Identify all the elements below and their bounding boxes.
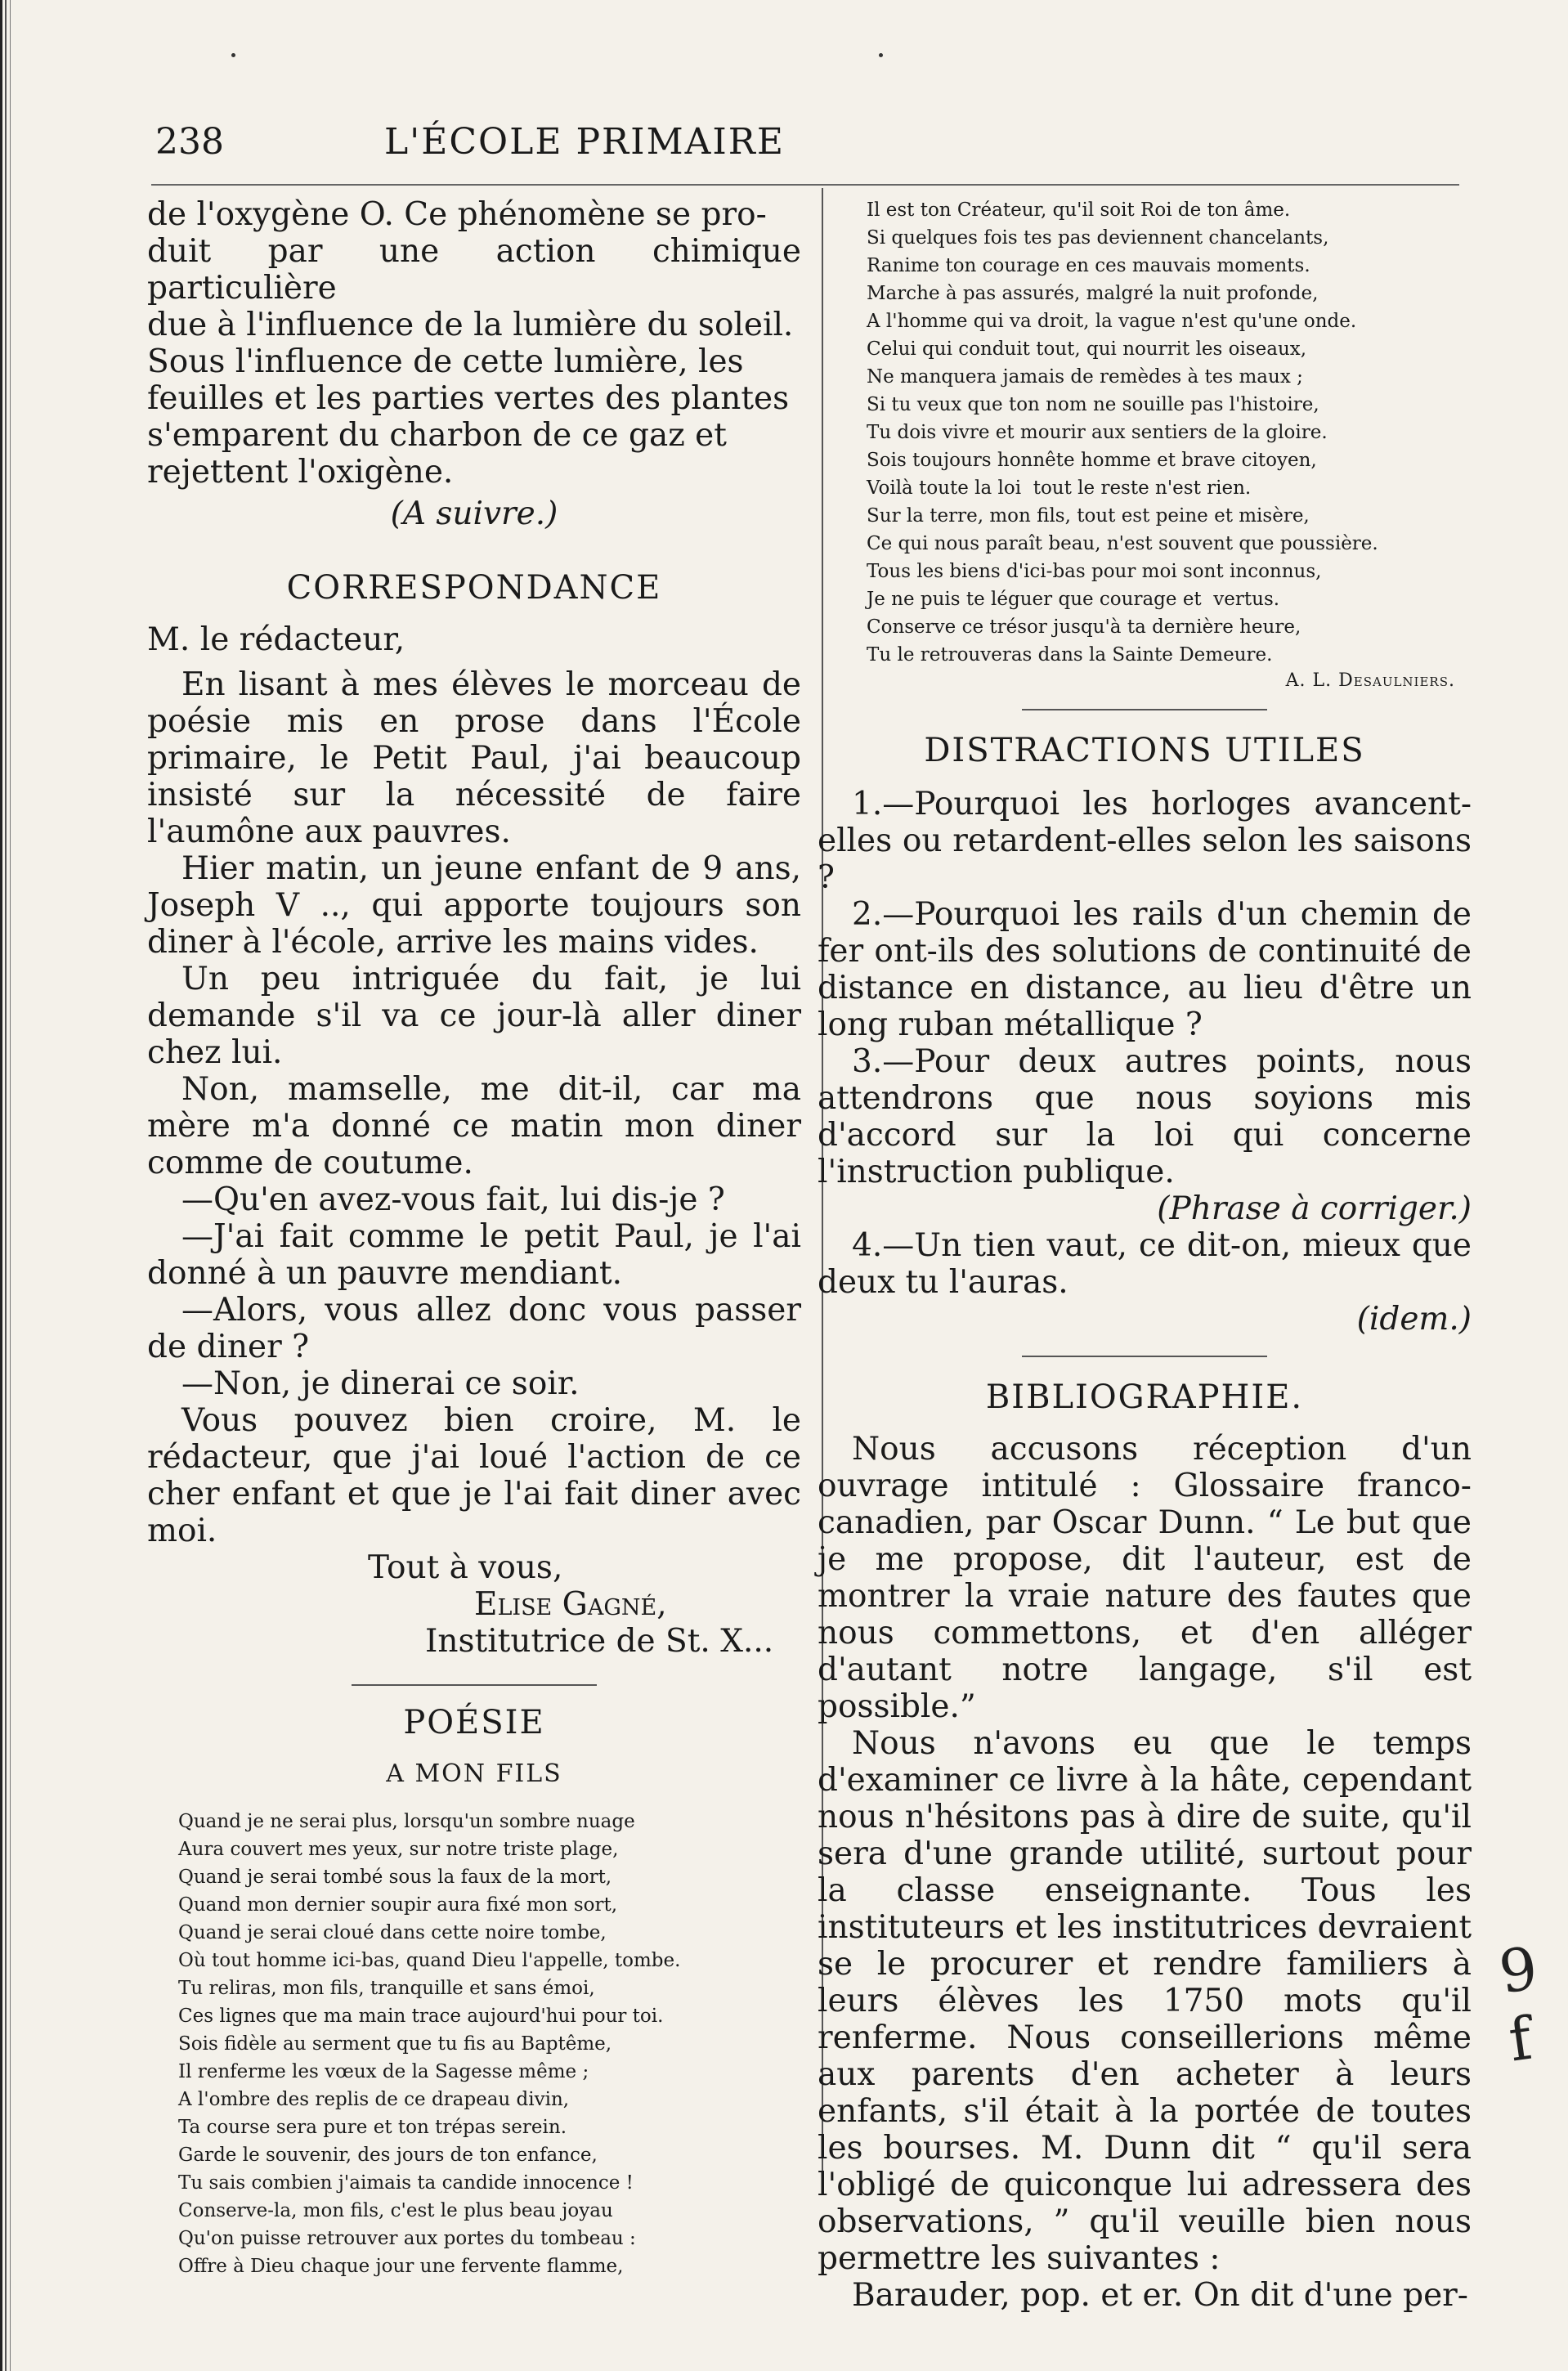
poem-line: Tu dois vivre et mourir aux sentiers de la gloire. <box>867 422 1328 443</box>
text-line: feuilles et les parties vertes des plantes <box>147 380 790 417</box>
dot-mark <box>231 53 235 57</box>
poem-line: Si tu veux que ton nom ne souille pas l'histoire, <box>867 394 1319 415</box>
letter-paragraph: —Qu'en avez-vous fait, lui dis-je ? <box>181 1181 725 1218</box>
poem-line: Celui qui conduit tout, qui nourrit les oiseaux, <box>867 338 1307 360</box>
text-line: rejettent l'oxigène. <box>147 454 454 491</box>
poem-line: A l'ombre des replis de ce drapeau divin, <box>178 2089 570 2110</box>
poem-line: Garde le souvenir, des jours de ton enfance, <box>178 2145 598 2166</box>
poem-line: Ce qui nous paraît beau, n'est souvent que poussière. <box>867 533 1378 554</box>
poem-line: Ta course sera pure et ton trépas serein. <box>178 2117 567 2138</box>
bibliographie-text <box>818 1431 1472 2314</box>
section-rule <box>1022 1356 1267 1357</box>
letter-paragraph: Un peu intriguée du fait, je lui demande s'il va ce jour-là aller diner chez lui. <box>147 961 801 1071</box>
poem-line: Marche à pas assurés, malgré la nuit profonde, <box>867 283 1319 304</box>
poem-title: A MON FILS <box>386 1759 562 1788</box>
poem-line: Offre à Dieu chaque jour une fervente flamme, <box>178 2256 624 2277</box>
text-line: s'emparent du charbon de ce gaz et <box>147 417 727 454</box>
scanned-page-edge <box>0 0 15 2371</box>
running-title: L'ÉCOLE PRIMAIRE <box>383 121 786 163</box>
poem-line: Tu le retrouveras dans la Sainte Demeure. <box>867 644 1273 666</box>
left-column <box>147 196 801 2280</box>
poem-continued <box>867 196 1472 669</box>
closing: Tout à vous, <box>368 1549 563 1586</box>
poem-line: Où tout homme ici-bas, quand Dieu l'appelle, tombe. <box>178 1950 681 1971</box>
poem-line: Sois fidèle au serment que tu fis au Baptême, <box>178 2033 612 2055</box>
signature-name: Elise Gagné, <box>474 1586 667 1623</box>
distractions-list <box>818 786 1472 1338</box>
poem-author: A. L. Desaulniers. <box>1285 670 1455 691</box>
letter-paragraph: En lisant à mes élèves le morceau de poésie mis en prose dans l'École primaire, le Petit Paul, j'ai beaucoup insisté sur la nécessité de faire l'aumône aux pauvres. <box>147 666 801 850</box>
poem-line: Ces lignes que ma main trace aujourd'hui pour toi. <box>178 2006 664 2027</box>
note: (idem.) <box>1356 1301 1472 1338</box>
intro-paragraph <box>147 196 801 491</box>
salutation: M. le rédacteur, <box>147 621 405 658</box>
poem-line: Quand mon dernier soupir aura fixé mon sort, <box>178 1894 618 1916</box>
bibliographie-heading: BIBLIOGRAPHIE. <box>985 1378 1304 1416</box>
poem-line: Aura couvert mes yeux, sur notre triste plage, <box>178 1839 619 1860</box>
poem-line: Qu'on puisse retrouver aux portes du tombeau : <box>178 2228 636 2249</box>
poem-line: Il est ton Créateur, qu'il soit Roi de ton âme. <box>867 199 1291 221</box>
poem-line: Il renferme les vœux de la Sagesse même ; <box>178 2061 589 2082</box>
poem-line: Quand je serai cloué dans cette noire tombe, <box>178 1922 607 1943</box>
poem-line: Sois toujours honnête homme et brave citoyen, <box>867 450 1317 471</box>
letter-paragraph: Non, mamselle, me dit-il, car ma mère m'a donné ce matin mon diner comme de coutume. <box>147 1071 801 1181</box>
handwritten-margin-mark: 9 f <box>1494 1933 1542 2075</box>
letter-paragraph: —Alors, vous allez donc vous passer de diner ? <box>147 1292 801 1365</box>
text-line: duit par une action chimique particulière <box>147 233 801 307</box>
text-line: de l'oxygène O. Ce phénomène se pro- <box>147 196 767 233</box>
poem-line: Tu sais combien j'aimais ta candide innocence ! <box>178 2172 634 2194</box>
text-paragraph: Barauder, pop. et er. On dit d'une per- <box>852 2277 1468 2314</box>
text-paragraph: Nous n'avons eu que le temps d'examiner ce livre à la hâte, cependant nous n'hésitons pas à dire de suite, qu'il sera d'une grande utilité, surtout pour la classe enseignante. Tous les instituteurs et les institutrices devraient se le procurer et rendre familiers à leurs élèves les 1750 mots qu'il renferme. Nous conseillerions même aux parents d'en acheter à leurs enfants, s'il était à la portée de toutes les bourses. M. Dunn dit “ qu'il sera l'obligé de quiconque lui adressera des observations, ” qu'il veuille bien nous permettre les suivantes : <box>818 1725 1472 2277</box>
correspondance-letter <box>147 666 801 1549</box>
letter-paragraph: Vous pouvez bien croire, M. le rédacteur, que j'ai loué l'action de ce cher enfant et que je l'ai fait diner avec moi. <box>147 1402 801 1549</box>
dot-mark <box>879 53 883 57</box>
section-rule <box>1022 709 1267 710</box>
text-paragraph: Nous accusons réception d'un ouvrage intitulé : Glossaire franco-canadien, par Oscar Dunn. “ Le but que je me propose, dit l'auteur, est de montrer la vraie nature des fautes que nous commettons, et d'en alléger d'autant notre langage, s'il est possible.” <box>818 1431 1472 1725</box>
list-item: 3.—Pour deux autres points, nous attendrons que nous soyions mis d'accord sur la loi qui concerne l'instruction publique. <box>818 1043 1472 1190</box>
header-rule <box>151 184 1459 186</box>
letter-paragraph: —Non, je dinerai ce soir. <box>181 1365 580 1402</box>
poem-line: Quand je serai tombé sous la faux de la mort, <box>178 1867 612 1888</box>
note: (Phrase à corriger.) <box>1157 1190 1472 1227</box>
right-column <box>818 196 1472 2314</box>
letter-paragraph: —J'ai fait comme le petit Paul, je l'ai donné à un pauvre mendiant. <box>147 1218 801 1292</box>
signature-title: Institutrice de St. X... <box>425 1623 774 1660</box>
section-rule <box>352 1684 597 1686</box>
text-line: due à l'influence de la lumière du soleil. <box>147 307 794 343</box>
poem-line: Sur la terre, mon fils, tout est peine et misère, <box>867 505 1310 527</box>
poesie-heading: POÉSIE <box>403 1704 545 1741</box>
text-line: Sous l'influence de cette lumière, les <box>147 343 744 380</box>
list-item: 1.—Pourquoi les horloges avancent-elles ou retardent-elles selon les saisons ? <box>818 786 1472 896</box>
poem-line: A l'homme qui va droit, la vague n'est qu'une onde. <box>867 311 1357 332</box>
list-item: 2.—Pourquoi les rails d'un chemin de fer ont-ils des solutions de continuité de distance en distance, au lieu d'être un long ruban métallique ? <box>818 896 1472 1043</box>
correspondance-heading: CORRESPONDANCE <box>286 569 662 607</box>
letter-paragraph: Hier matin, un jeune enfant de 9 ans, Joseph V .., qui apporte toujours son diner à l'école, arrive les mains vides. <box>147 850 801 961</box>
poem-line: Conserve ce trésor jusqu'à ta dernière heure, <box>867 616 1301 638</box>
poem-line: Ranime ton courage en ces mauvais moments. <box>867 255 1310 276</box>
poem-line: Quand je ne serai plus, lorsqu'un sombre nuage <box>178 1811 635 1832</box>
page-header <box>155 121 1014 170</box>
poem-line: Tu reliras, mon fils, tranquille et sans émoi, <box>178 1978 595 1999</box>
poem-line: Ne manquera jamais de remèdes à tes maux ; <box>867 366 1303 388</box>
list-item: 4.—Un tien vaut, ce dit-on, mieux que deux tu l'auras. <box>818 1227 1472 1301</box>
poem-line: Conserve-la, mon fils, c'est le plus beau joyau <box>178 2200 613 2221</box>
poem-line: Je ne puis te léguer que courage et vertus. <box>867 589 1280 610</box>
poem-line: Si quelques fois tes pas deviennent chancelants, <box>867 227 1329 249</box>
a-suivre: (A suivre.) <box>390 495 558 532</box>
distractions-heading: DISTRACTIONS UTILES <box>924 732 1365 769</box>
poem <box>178 1808 801 2280</box>
poem-line: Voilà toute la loi tout le reste n'est rien. <box>867 477 1252 499</box>
page-number: 238 <box>155 121 224 163</box>
poem-line: Tous les biens d'ici-bas pour moi sont inconnus, <box>867 561 1322 582</box>
